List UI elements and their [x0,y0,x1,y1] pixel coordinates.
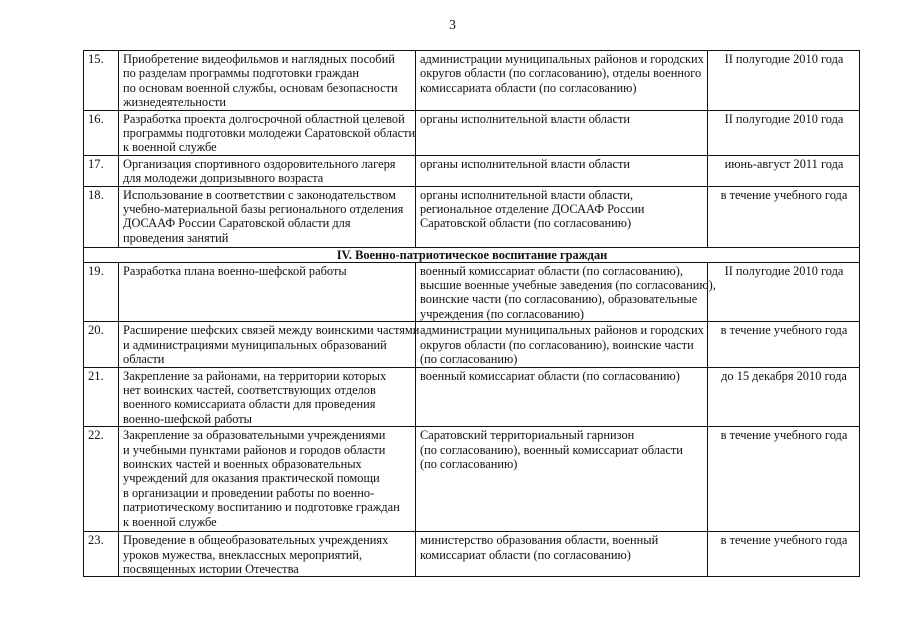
task-line: Закрепление за образовательными учреждениями [123,428,386,443]
term-cell: июнь-август 2011 года [708,155,860,186]
row-number: 19. [84,262,119,322]
responsible-line: (по согласованию), военный комиссариат области [420,442,683,457]
task-cell [119,532,416,577]
task-line: области [123,352,165,367]
task-line: патриотическому воспитанию и подготовке граждан [123,500,400,515]
task-line: к военной службе [123,514,217,529]
responsible-line: округов области (по согласованию), отделы военного [420,66,702,81]
task-line: и администрациями муниципальных образований [123,337,387,352]
table-row [84,427,860,532]
task-line: Приобретение видеофильмов и наглядных пособий [123,52,395,66]
page-number: 3 [449,18,456,33]
task-line: уроков мужества, внеклассных мероприятий, [123,547,363,562]
responsible-line: комиссариата области (по согласованию) [420,80,637,95]
responsible-line: органы исполнительной власти области [420,111,630,126]
term-cell: в течение учебного года [708,322,860,367]
task-cell [119,186,416,247]
section-title: IV. Военно-патриотическое воспитание граждан [84,247,860,262]
row-number: 20. [84,322,119,367]
responsible-cell [416,367,708,427]
task-line: Использование в соответствии с законодательством [123,187,396,202]
responsible-line: высшие военные учебные заведения (по согласованию), [420,278,716,293]
section-row [84,247,860,262]
responsible-line: министерство образования области, военный [420,533,659,548]
row-number: 18. [84,186,119,247]
responsible-line: воинские части (по согласованию), образовательные [420,292,698,307]
responsible-cell [416,110,708,155]
task-line: для молодежи допризывного возраста [123,171,324,186]
task-cell [119,51,416,111]
task-cell [119,367,416,427]
responsible-line: органы исполнительной власти области [420,156,630,171]
term-cell: II полугодие 2010 года [708,262,860,322]
responsible-line: комиссариат области (по согласованию) [420,547,631,562]
task-line: по разделам программы подготовки граждан [123,66,360,81]
responsible-line: администрации муниципальных районов и городских [420,323,704,338]
task-line: жизнедеятельности [123,95,226,110]
responsible-cell [416,532,708,577]
term-cell: в течение учебного года [708,186,860,247]
row-number: 17. [84,155,119,186]
table-row [84,262,860,322]
row-number: 23. [84,532,119,577]
task-line: воинских частей и военных образовательных [123,456,362,471]
term-cell: II полугодие 2010 года [708,110,860,155]
term-cell: в течение учебного года [708,532,860,577]
responsible-cell [416,262,716,322]
term-cell: II полугодие 2010 года [708,51,860,111]
table-row [84,51,860,111]
responsible-line: учреждения (по согласованию) [420,306,584,321]
task-cell [119,427,416,532]
task-line: посвященных истории Отечества [123,561,299,576]
task-line: Проведение в общеобразовательных учреждениях [123,533,389,548]
responsible-line: Саратовской области (по согласованию) [420,216,632,231]
responsible-line: военный комиссариат области (по согласованию), [420,263,683,278]
table-row [84,186,860,247]
table-row [84,110,860,155]
task-line: Расширение шефских связей между воинскими частями [123,323,420,338]
responsible-line: региональное отделение ДОСААФ России [420,202,645,217]
task-cell [119,322,420,367]
row-number: 16. [84,110,119,155]
responsible-cell [416,186,708,247]
task-line: Разработка проекта долгосрочной областной целевой [123,111,405,126]
task-line: нет воинских частей, соответствующих отделов [123,382,376,397]
row-number: 15. [84,51,119,111]
task-line: в организации и проведении работы по военно- [123,485,375,500]
task-line: программы подготовки молодежи Саратовской области [123,126,416,141]
responsible-cell [416,155,708,186]
table-row [84,367,860,427]
task-line: учебно-материальной базы регионального отделения [123,202,404,217]
task-cell [119,155,416,186]
table-row [84,322,860,367]
task-line: военно-шефской работы [123,411,253,426]
task-line: проведения занятий [123,230,229,245]
task-line: и учебными пунктами районов и городов области [123,442,386,457]
task-line: Закрепление за районами, на территории которых [123,368,387,383]
task-cell [119,110,416,155]
task-line: Организация спортивного оздоровительного лагеря [123,156,396,171]
term-cell: в течение учебного года [708,427,860,532]
row-number: 21. [84,367,119,427]
task-line: по основам военной службы, основам безопасности [123,80,398,95]
responsible-line: (по согласованию) [420,352,518,367]
task-line: учреждений для оказания практической помощи [123,471,380,486]
responsible-line: (по согласованию) [420,456,518,471]
table-row [84,155,860,186]
table-row [84,532,860,577]
task-line: Разработка плана военно-шефской работы [123,263,347,278]
task-cell [119,262,416,322]
term-cell: до 15 декабря 2010 года [708,367,860,427]
responsible-line: органы исполнительной власти области, [420,187,634,202]
responsible-line: Саратовский территориальный гарнизон [420,428,635,443]
task-line: к военной службе [123,140,217,155]
task-line: ДОСААФ России Саратовской области для [123,216,351,231]
plan-table [83,50,860,577]
task-line: военного комиссариата области для проведения [123,397,376,412]
responsible-line: администрации муниципальных районов и городских [420,52,704,66]
responsible-cell [416,427,708,532]
responsible-line: округов области (по согласованию), воинские части [420,337,694,352]
responsible-cell [416,51,708,111]
responsible-line: военный комиссариат области (по согласованию) [420,368,680,383]
row-number: 22. [84,427,119,532]
responsible-cell [416,322,708,367]
